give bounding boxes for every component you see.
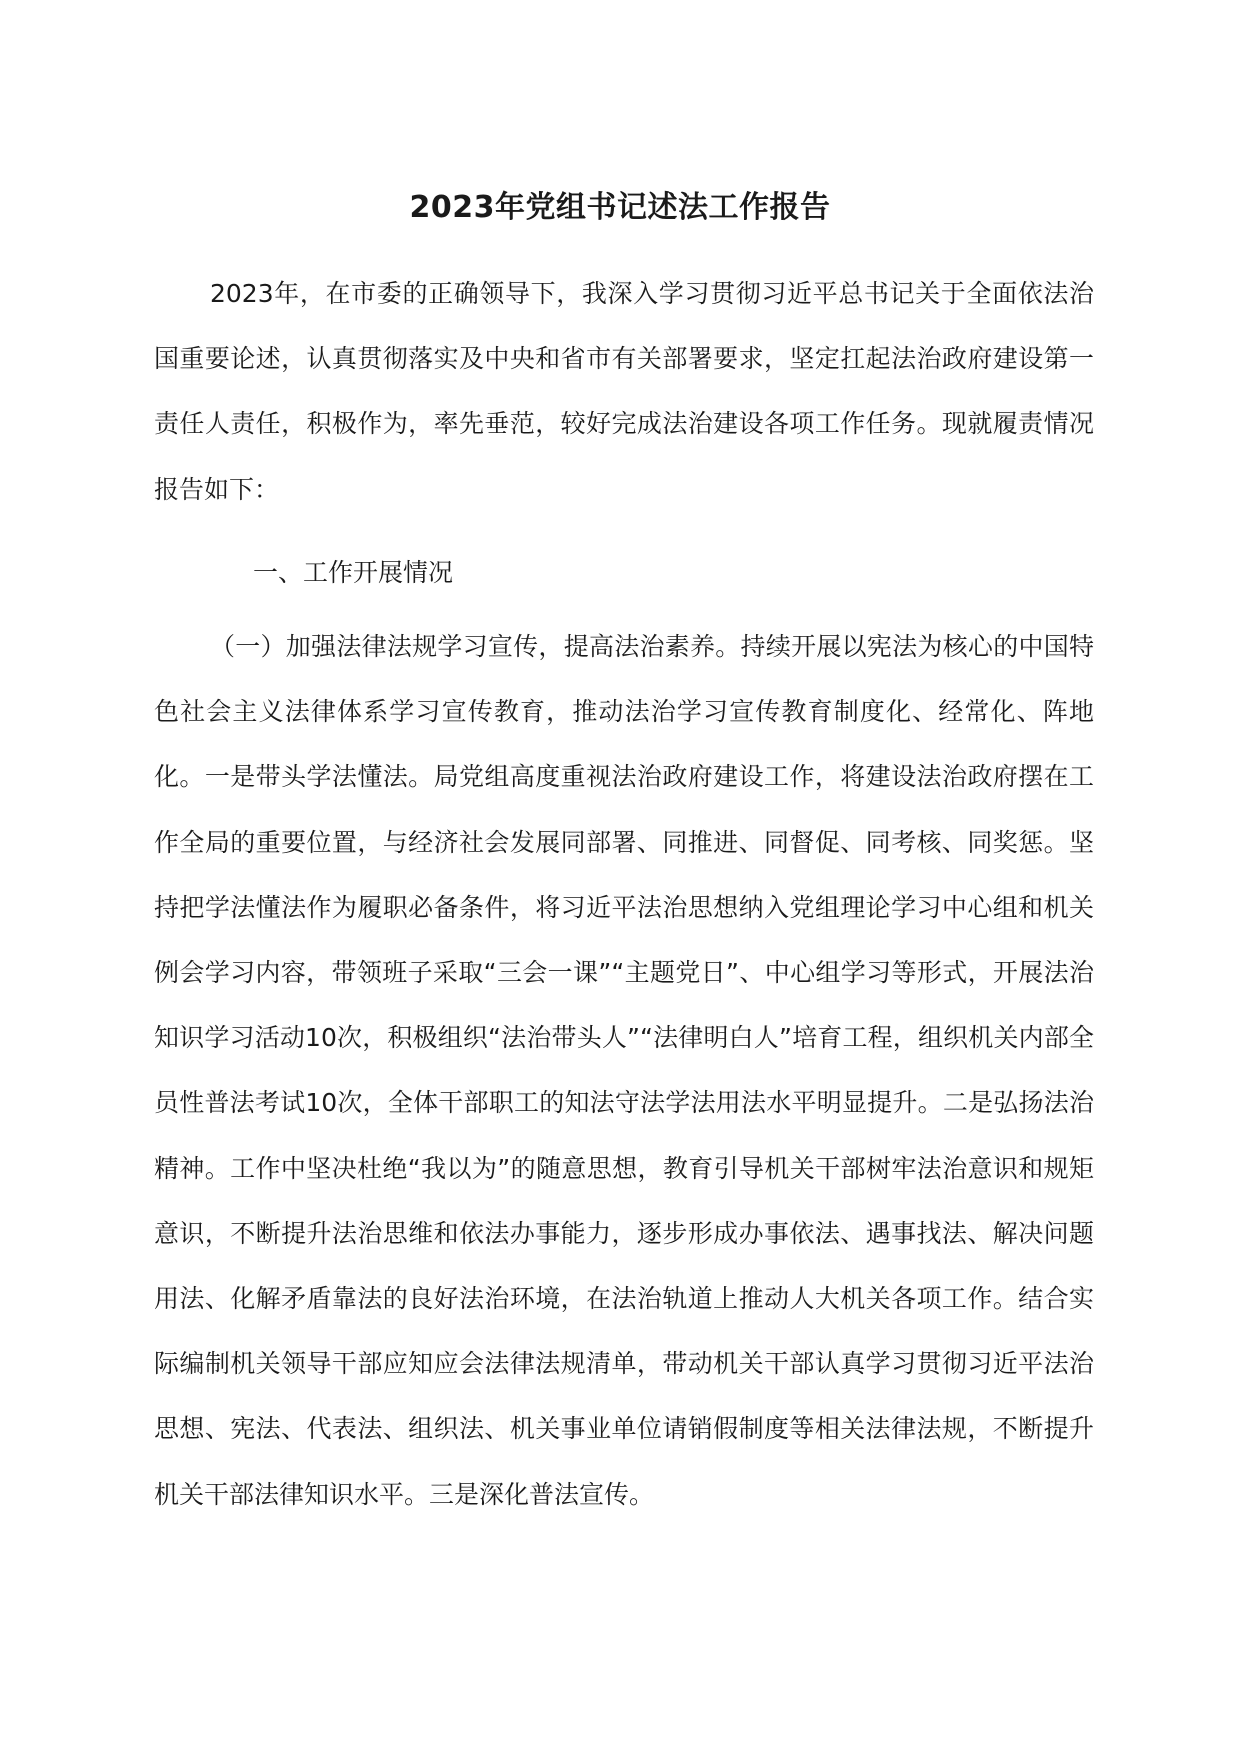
intro-paragraph: 2023年，在市委的正确领导下，我深入学习贯彻习近平总书记关于全面依法治国重要论述，认真贯彻落实及中央和省市有关部署要求，坚定扛起法治政府建设第一责任人责任，积极作为，率先垂范，较好完成法治建设各项工作任务。现就履责情况报告如下： xyxy=(154,279,1094,504)
section-paragraph: （一）加强法律法规学习宣传，提高法治素养。持续开展以宪法为核心的中国特色社会主义法律体系学习宣传教育，推动法治学习宣传教育制度化、经常化、阵地化。一是带头学法懂法。局党组高度重视法治政府建设工作，将建设法治政府摆在工作全局的重要位置，与经济社会发展同部署、同推进、同督促、同考核、同奖惩。坚持把学法懂法作为履职必备条件，将习近平法治思想纳入党组理论学习中心组和机关例会学习内容，带领班子采取“三会一课”“主题党日”、中心组学习等形式，开展法治知识学习活动10次，积极组织“法治带头人”“法律明白人”培育工程，组织机关内部全员性普法考试10次，全体干部职工的知法守法学法用法水平明显提升。二是弘扬法治精神。工作中坚决杜绝“我以为”的随意思想，教育引导机关干部树牢法治意识和规矩意识，不断提升法治思维和依法办事能力，逐步形成办事依法、遇事找法、解决问题用法、化解矛盾靠法的良好法治环境，在法治轨道上推动人大机关各项工作。结合实际编制机关领导干部应知应会法律法规清单，带动机关干部认真学习贯彻习近平法治思想、宪法、代表法、组织法、机关事业单位请销假制度等相关法律法规，不断提升机关干部法律知识水平。三是深化普法宣传。 xyxy=(154,632,1094,1509)
document-title: 2023年党组书记述法工作报告 xyxy=(409,190,831,225)
section-heading: 一、工作开展情况 xyxy=(253,558,454,587)
